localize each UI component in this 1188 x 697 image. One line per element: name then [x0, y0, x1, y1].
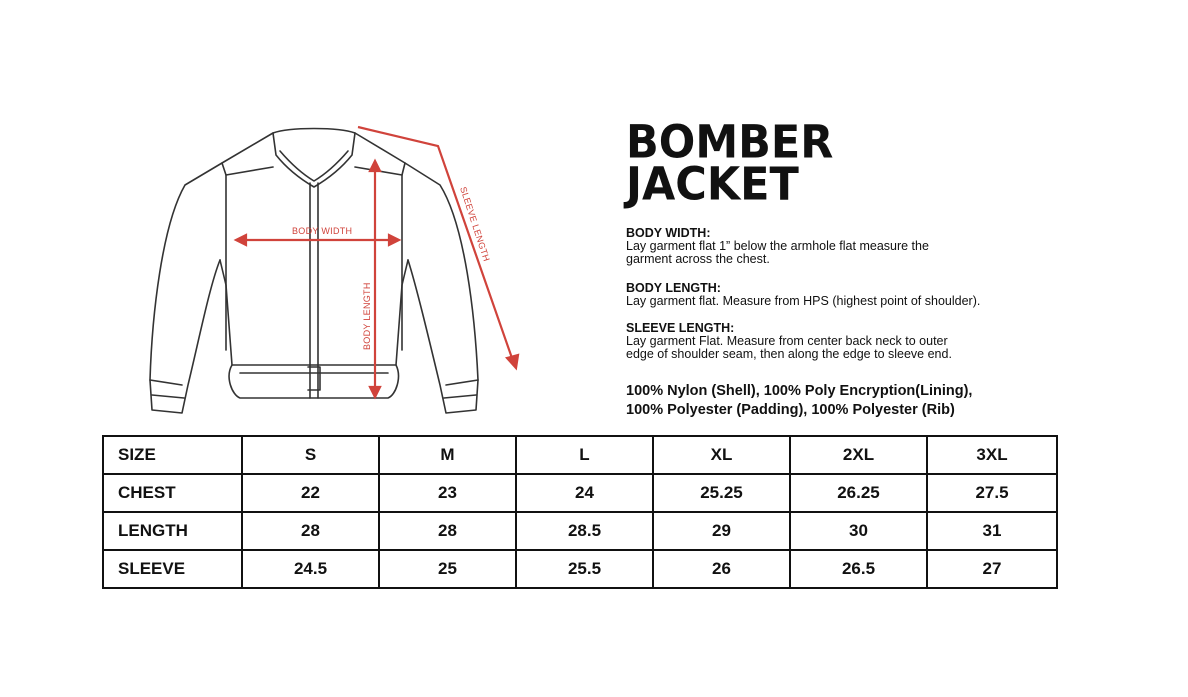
table-header-cell: SIZE — [103, 436, 242, 474]
table-header-cell: XL — [653, 436, 790, 474]
table-header-cell: L — [516, 436, 653, 474]
table-cell: 31 — [927, 512, 1057, 550]
body-width-spec — [626, 227, 929, 266]
body-width-label: BODY WIDTH — [292, 226, 353, 236]
sleeve-length-text-2: edge of shoulder seam, then along the edge to sleeve end. — [626, 347, 952, 361]
body-length-spec — [626, 282, 980, 308]
table-cell: 30 — [790, 512, 927, 550]
table-cell: 27 — [927, 550, 1057, 588]
page-title — [626, 116, 834, 212]
sleeve-length-heading: SLEEVE LENGTH: — [626, 321, 735, 335]
table-header-cell: 2XL — [790, 436, 927, 474]
table-cell: 23 — [379, 474, 516, 512]
body-width-text-2: garment across the chest. — [626, 252, 770, 266]
table-row — [103, 512, 1057, 550]
sleeve-length-text-1: Lay garment Flat. Measure from center back neck to outer — [626, 334, 948, 348]
table-cell: CHEST — [103, 474, 242, 512]
table-cell: LENGTH — [103, 512, 242, 550]
material-line-2: 100% Polyester (Padding), 100% Polyester (Rib) — [626, 402, 955, 418]
table-cell: 25 — [379, 550, 516, 588]
sleeve-length-label: SLEEVE LENGTH — [458, 185, 492, 263]
sleeve-length-spec — [626, 322, 952, 361]
body-length-label: BODY LENGTH — [362, 282, 372, 350]
title-line-1: BOMBER — [626, 116, 834, 170]
table-cell: 27.5 — [927, 474, 1057, 512]
material-composition — [626, 382, 972, 420]
size-chart-table — [102, 435, 1058, 589]
table-header-cell: S — [242, 436, 379, 474]
table-cell: 26 — [653, 550, 790, 588]
table-cell: 25.25 — [653, 474, 790, 512]
table-cell: 28.5 — [516, 512, 653, 550]
right-sleeve-outline — [355, 133, 478, 413]
body-length-heading: BODY LENGTH: — [626, 281, 721, 295]
sleeve-length-arrow-line — [358, 127, 513, 361]
table-header-row — [103, 436, 1057, 474]
bomber-jacket-icon — [140, 115, 540, 435]
table-row — [103, 550, 1057, 588]
table-cell: 22 — [242, 474, 379, 512]
table-cell: 28 — [242, 512, 379, 550]
body-width-text-1: Lay garment flat 1” below the armhole flat measure the — [626, 239, 929, 253]
body-width-heading: BODY WIDTH: — [626, 226, 711, 240]
table-cell: 26.5 — [790, 550, 927, 588]
title-line-2: JACKET — [626, 158, 799, 212]
table-cell: SLEEVE — [103, 550, 242, 588]
table-cell: 26.25 — [790, 474, 927, 512]
table-cell: 29 — [653, 512, 790, 550]
left-sleeve-outline — [150, 133, 273, 413]
table-row — [103, 474, 1057, 512]
table-header-cell: 3XL — [927, 436, 1057, 474]
body-length-text-1: Lay garment flat. Measure from HPS (highest point of shoulder). — [626, 294, 981, 308]
table-cell: 24 — [516, 474, 653, 512]
material-line-1: 100% Nylon (Shell), 100% Poly Encryption(Lining), — [626, 383, 973, 399]
table-header-cell: M — [379, 436, 516, 474]
table-cell: 28 — [379, 512, 516, 550]
table-cell: 24.5 — [242, 550, 379, 588]
jacket-diagram — [140, 115, 540, 435]
table-cell: 25.5 — [516, 550, 653, 588]
